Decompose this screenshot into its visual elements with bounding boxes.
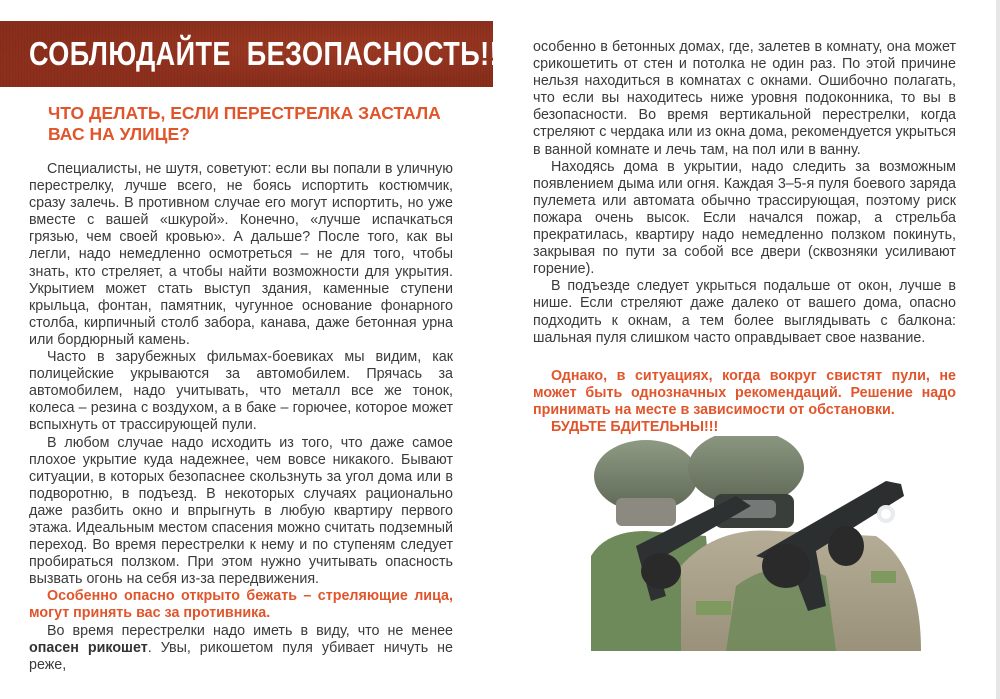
page-edge [996, 0, 1000, 699]
warning-paragraph: Однако, в ситуациях, когда вокруг свистят пули, не может быть однозначных рекомендаций. Решение надо принимать на месте в зависимости от обстановки. [533, 368, 956, 418]
soldiers-photo [586, 436, 926, 659]
paragraph: Специалисты, не шутя, советуют: если вы попали в уличную перестрелку, лучше всего, не боясь испортить костюмчик, сразу залечь. В противном случае его могут испортить, но уже вместе с вашей «шкурой». Конечно, «лучше испачкаться грязью, чем своей кровью». А дальше? После того, как вы легли, надо немедленно осмотреться – не для того, чтобы знать, кто стреляет, а чтобы найти возможности для укрытия. Укрытием может стать выступ здания, каменные ступени крыльца, фонтан, памятник, чугунное основание фонарного столба, кирпичный столб забора, канава, даже бетонная урна или бордюрный камень. [29, 161, 453, 348]
paragraph: особенно в бетонных домах, где, залетев в комнату, она может срикошетить от стен и потолка не один раз. По этой причине нельзя находиться в комнатах с окнами. Ошибочно полагать, что если вы находитесь ниже уровня подоконника, то вы в безопасности. Во время вертикальной перестрелки, когда стреляют с чердака или из окна дома, рекомендуется укрыться в ванной комнате и лечь там, на пол или в ванну. [533, 39, 956, 158]
ricochet-intro: Во время перестрелки надо иметь в виду, что не менее [47, 622, 453, 639]
left-column [29, 161, 453, 674]
paragraph: В любом случае надо исходить из того, что даже самое плохое укрытие куда надежнее, чем вовсе никакого. Бывают ситуации, в которых безопаснее скользнуть за угол дома или в подворотню, в подъезд. В некоторых случаях рационально даже разбить окно и впрыгнуть в любую квартиру первого этажа. Идеальным местом спасения можно считать подземный переход. Во время перестрелки к нему и по ступеням следует пробираться ползком. При этом нужно учитывать опасность вызвать огонь на себя из-за передвижения. [29, 434, 453, 588]
banner-title: СОБЛЮДАЙТЕ БЕЗОПАСНОСТЬ!!! [29, 35, 509, 72]
vigilant-callout: БУДЬТЕ БДИТЕЛЬНЫ!!! [551, 419, 719, 435]
section-heading: ЧТО ДЕЛАТЬ, ЕСЛИ ПЕРЕСТРЕЛКА ЗАСТАЛА ВАС НА УЛИЦЕ? [48, 103, 441, 144]
paragraph: В подъезде следует укрыться подальше от окон, лучше в нише. Если стреляют даже далеко от вашего дома, опасно подходить к окнам, а тем более выглядывать с балкона: шальная пуля слишком часто оправдывает свое название. [533, 278, 956, 346]
title-banner [0, 21, 509, 87]
ricochet-paragraph [29, 623, 453, 674]
right-column [533, 39, 956, 347]
warning-paragraph: Особенно опасно открыто бежать – стреляющие лица, могут принять вас за противника. [29, 588, 453, 622]
ricochet-rest: . Увы, рикошетом пуля убивает ничуть не реже, [29, 639, 453, 673]
paragraph: Находясь дома в укрытии, надо следить за возможным появлением дыма или огня. Каждая 3–5-я пуля боевого заряда пулемета или автомата обычно трассирующая, поэтому риск пожара очень высок. Если начался пожар, а стрельба прекратилась, квартиру надо немедленно ползком покинуть, закрывая по пути за собой все двери (сквозняки усиливают горение). [533, 158, 956, 278]
paragraph: Часто в зарубежных фильмах-боевиках мы видим, как полицейские укрываются за автомобилем. Прячась за автомобилем, надо учитывать, что металл все же тонок, колеса – резина с воздухом, а в баке – горючее, которое может вспыхнуть от трассирующей пули. [29, 349, 453, 434]
closing-warning [533, 368, 956, 436]
ricochet-bold: опасен рикошет [29, 639, 148, 656]
